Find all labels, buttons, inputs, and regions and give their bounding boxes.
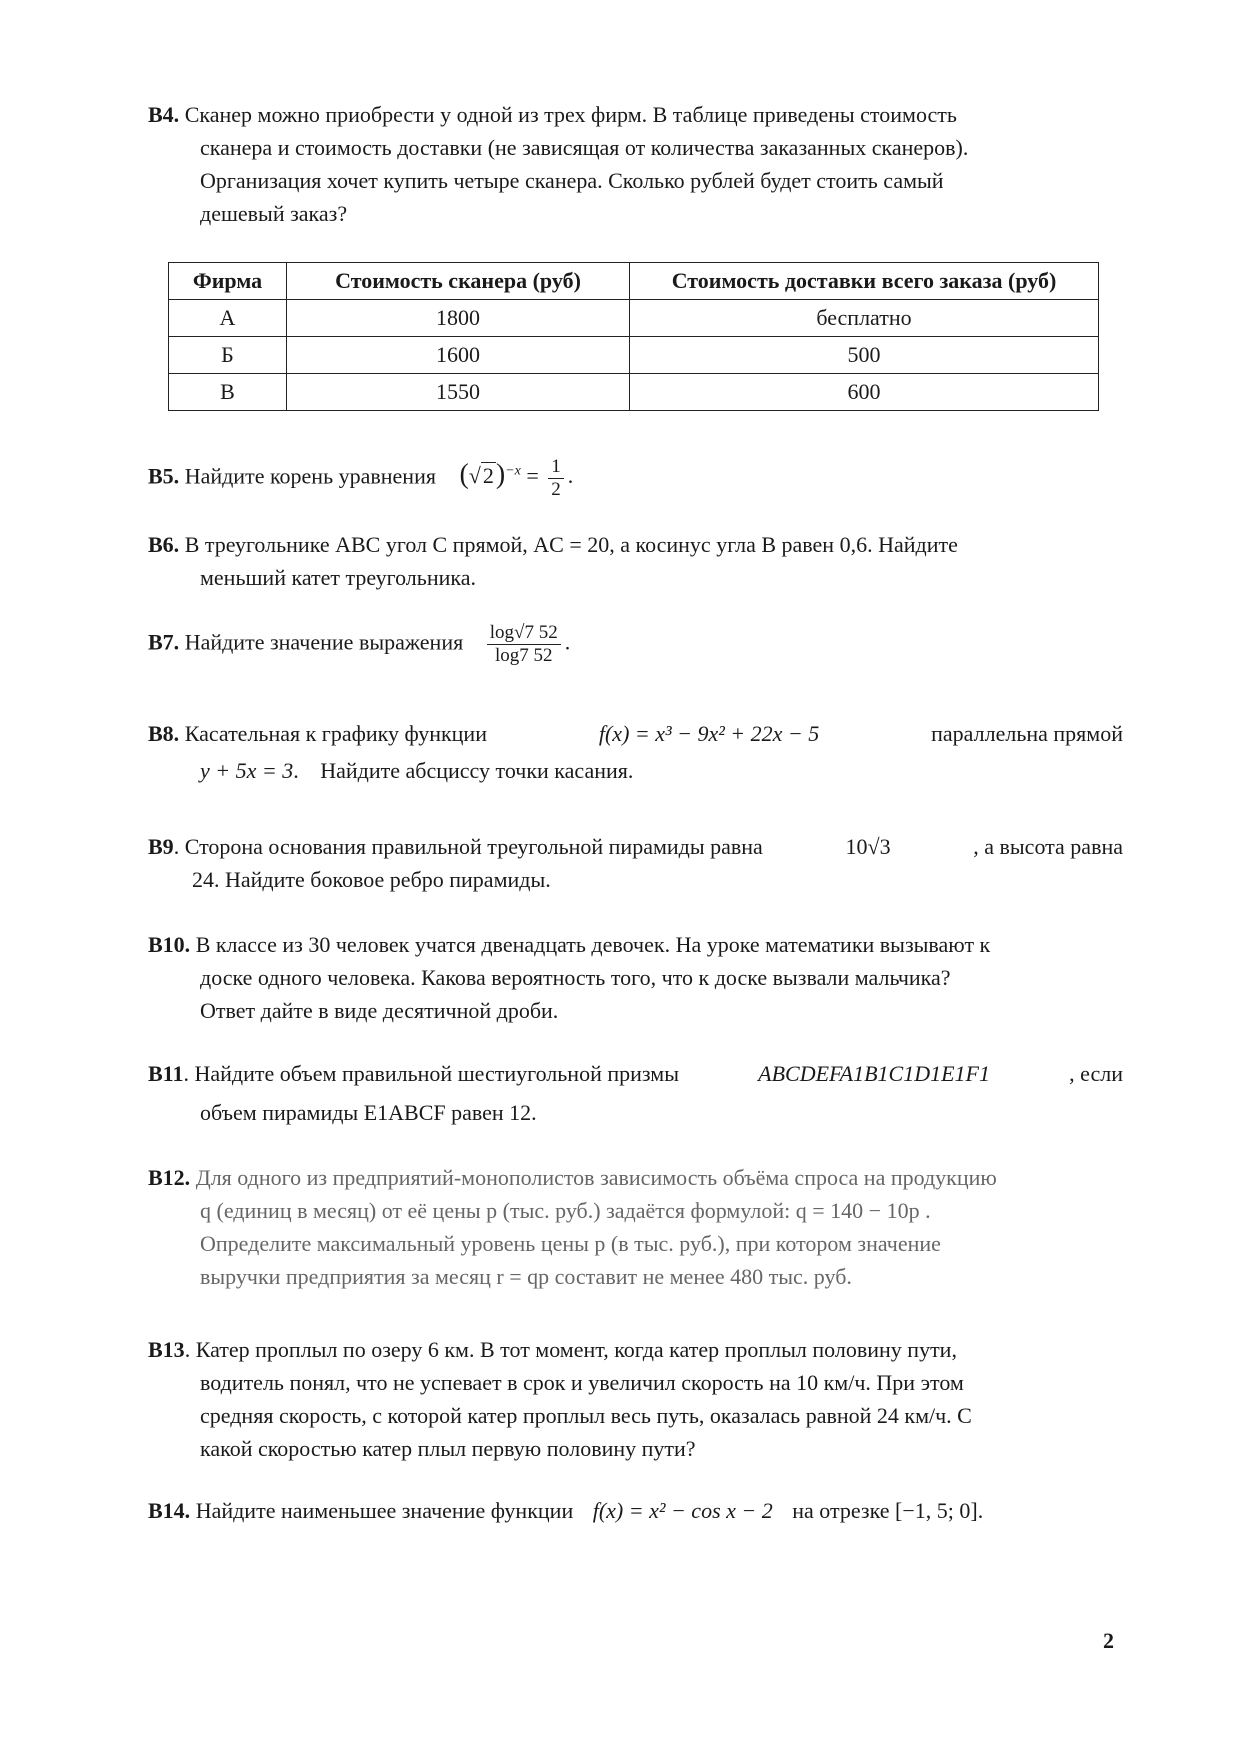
equation-base: 2 (482, 463, 494, 489)
problem-b4 (148, 98, 1123, 230)
problem-b8: B8. Касательная к графику функции f(x) = x³ − 9x² + 22x − 5 параллельна прямой y + 5x = 3. Найдите абсциссу точки касания. (148, 717, 1123, 787)
problem-text: Найдите корень уравнения (184, 463, 436, 489)
interval: [−1, 5; 0]. (895, 1498, 984, 1523)
equation: $(√2)^{-x}$ = $\frac{1}{2}$ . (459, 455, 574, 500)
equation-exponent: −x (505, 464, 521, 479)
problem-text: Найдите абсциссу точки касания. (320, 758, 634, 783)
problem-text: доске одного человека. Какова вероятность того, что к доске вызвали мальчика? (200, 965, 951, 990)
problem-number: B4. (148, 102, 180, 127)
line-equation: y + 5x = 3 (200, 758, 294, 783)
problem-text: выручки предприятия за месяц r = qp составит не менее 480 тыс. руб. (200, 1264, 852, 1289)
table-cell: Б (169, 337, 287, 374)
problem-number: B6. (148, 532, 180, 557)
side-length: 10√3 (845, 834, 891, 859)
table-header: Фирма (169, 263, 287, 300)
problem-text: дешевый заказ? (200, 201, 348, 226)
problem-number: B10. (148, 932, 191, 957)
problem-text: В треугольнике ABC угол C прямой, AC = 20, а косинус угла B равен 0,6. Найдите (184, 532, 958, 557)
problem-number: B7. (148, 629, 180, 655)
problem-number: B9 (148, 834, 174, 859)
problem-b7: B7. Найдите значение выражения $\frac{\log√7 52}{\log 7 52}$ . (148, 622, 571, 666)
table-header: Стоимость доставки всего заказа (руб) (630, 263, 1099, 300)
problem-text: Касательная к графику функции (184, 721, 487, 746)
problem-text: меньший катет треугольника. (200, 565, 476, 590)
problem-number: B12. (148, 1165, 191, 1190)
problem-b10 (148, 928, 1123, 1027)
problem-number: B14. (148, 1498, 191, 1523)
problem-text: , а высота равна (973, 834, 1123, 859)
problem-text: водитель понял, что не успевает в срок и увеличил скорость на 10 км/ч. При этом (200, 1370, 964, 1395)
problem-b6 (148, 528, 1123, 594)
problem-b14 (148, 1494, 1123, 1527)
function-formula: f(x) = x² − cos x − 2 (592, 1498, 773, 1523)
fraction-denominator: 2 (551, 478, 561, 500)
problem-text: . Найдите объем правильной шестиугольной призмы (183, 1061, 679, 1086)
problem-number: B11 (148, 1061, 184, 1086)
problem-text: Ответ дайте в виде десятичной дроби. (200, 998, 559, 1023)
problem-text: средняя скорость, с которой катер проплыл весь путь, оказалась равной 24 км/ч. С (200, 1403, 972, 1428)
table-cell: 1550 (287, 374, 630, 411)
problem-b13 (148, 1333, 1123, 1465)
problem-text: Найдите наименьшее значение функции (195, 1498, 574, 1523)
page-number: 2 (1103, 1628, 1114, 1653)
problem-b9 (148, 830, 1123, 896)
problem-text: Найдите значение выражения (184, 629, 464, 655)
problem-text: какой скоростью катер плыл первую половину пути? (200, 1436, 696, 1461)
fraction-denominator: log7 52 (494, 645, 553, 666)
problem-text: . Катер проплыл по озеру 6 км. В тот момент, когда катер проплыл половину пути, (184, 1337, 957, 1362)
fraction-numerator: 1 (548, 456, 564, 479)
table-row (169, 337, 1099, 374)
table-cell: 600 (630, 374, 1099, 411)
scanner-price-table (168, 262, 1099, 411)
problem-number: B13 (148, 1337, 185, 1362)
table-cell: В (169, 374, 287, 411)
equation-fraction (548, 456, 564, 501)
table-row (169, 300, 1099, 337)
problem-text: Организация хочет купить четыре сканера. Сколько рублей будет стоить самый (200, 168, 944, 193)
problem-text: , если (1069, 1061, 1123, 1086)
fraction-numerator: log√7 52 (487, 622, 561, 645)
function-formula: f(x) = x³ − 9x² + 22x − 5 (598, 721, 820, 746)
problem-text: q (единиц в месяц) от её цены p (тыс. руб.) задаётся формулой: q = 140 − 10p . (200, 1198, 931, 1223)
table-cell: А (169, 300, 287, 337)
problem-text: объем пирамиды E1ABCF равен 12. (200, 1100, 537, 1125)
table-cell: 1800 (287, 300, 630, 337)
table-row (169, 374, 1099, 411)
problem-text: . Сторона основания правильной треугольной пирамиды равна (173, 834, 763, 859)
problem-text: В классе из 30 человек учатся двенадцать девочек. На уроке математики вызывают к (195, 932, 991, 957)
problem-text: Определите максимальный уровень цены p (в тыс. руб.), при котором значение (200, 1231, 941, 1256)
problem-text: сканера и стоимость доставки (не зависящая от количества заказанных сканеров). (200, 135, 969, 160)
prism-name: ABCDEFA1B1C1D1E1F1 (758, 1061, 990, 1086)
problem-text: Для одного из предприятий-монополистов зависимость объёма спроса на продукцию (195, 1165, 997, 1190)
table-cell: 500 (630, 337, 1099, 374)
problem-text: на отрезке (792, 1498, 890, 1523)
problem-text: 24. Найдите боковое ребро пирамиды. (192, 867, 551, 892)
problem-number: B8. (148, 721, 180, 746)
problem-number: B5. (148, 463, 180, 489)
problem-b5 (148, 455, 1123, 501)
problem-text: параллельна прямой (931, 721, 1123, 746)
problem-b11 (148, 1057, 1123, 1129)
log-fraction (487, 622, 561, 667)
problem-text: Сканер можно приобрести у одной из трех фирм. В таблице приведены стоимость (184, 102, 957, 127)
table-header: Стоимость сканера (руб) (287, 263, 630, 300)
table-cell: бесплатно (630, 300, 1099, 337)
table-header-row (169, 263, 1099, 300)
problem-b12 (148, 1161, 1123, 1293)
table-cell: 1600 (287, 337, 630, 374)
